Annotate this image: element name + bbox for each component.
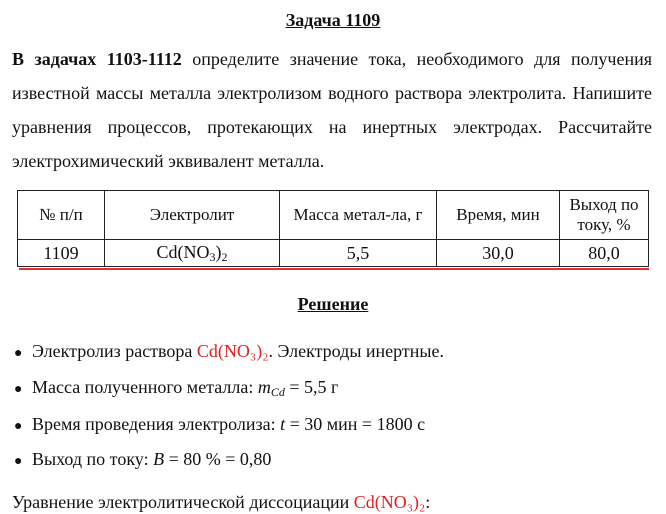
header-time: Время, мин [437,191,560,240]
b4-var: B [153,449,165,469]
header-yield: Выход по току, % [560,191,649,240]
bullet-icon: ● [14,382,23,397]
b1-prefix: Электролиз раствора [32,341,197,361]
list-item [14,412,425,436]
dissociation-heading [12,490,430,514]
b3-value: = 30 мин = 1800 с [285,414,426,434]
table-row [18,240,649,267]
cell-time: 30,0 [437,240,560,267]
b3-var: t [280,414,286,434]
cell-mass: 5,5 [280,240,437,267]
table-header-row [18,191,649,240]
list-item [14,339,444,363]
task-title: Задача 1109 [285,10,381,30]
electrolyte-sub1: 3 [209,249,216,264]
b2-prefix: Масса полученного металла: [32,377,258,397]
solution-title: Решение [297,294,369,314]
b1-formula: Cd(NO₃)₂ [196,341,269,361]
list-item [14,375,338,399]
electrolyte-close: ) [215,241,222,262]
b4-value: = 80 % = 0,80 [164,449,272,469]
list-item [14,447,271,471]
b1-suffix: . Электроды инертные. [268,341,445,361]
footer-formula: Cd(NO₃)₂ [353,492,426,512]
task-table [17,190,649,267]
b2-sub: Cd [270,385,285,399]
b2-value: = 5,5 г [284,377,339,397]
electrolyte-sub2: 2 [221,249,228,264]
red-underline [19,268,649,270]
bullet-icon: ● [14,346,23,361]
task-intro [12,42,652,178]
bullet-icon: ● [14,419,23,434]
footer-prefix: Уравнение электролитической диссоциации [12,492,354,512]
footer-suffix: : [425,492,431,512]
header-mass: Масса метал-ла, г [280,191,437,240]
header-num: № п/п [18,191,105,240]
cell-electrolyte [105,240,280,267]
intro-bold-prefix: В задачах 1103-1112 [12,49,182,69]
bullet-icon: ● [14,454,23,469]
b3-prefix: Время проведения электролиза: [32,414,281,434]
b4-prefix: Выход по току: [32,449,154,469]
b2-var: m [257,377,271,397]
header-electrolyte: Электролит [105,191,280,240]
cell-num: 1109 [18,240,105,267]
electrolyte-main: Cd(NO [156,241,210,262]
intro-text: определите значение тока, необходимого для получения известной массы металла электролизом водного раствора электролита. Напишите уравнения процессов, протекающих на инертных электродах. Рассчитайте электрохимический эквивалент металла. [12,49,653,171]
cell-yield: 80,0 [560,240,649,267]
